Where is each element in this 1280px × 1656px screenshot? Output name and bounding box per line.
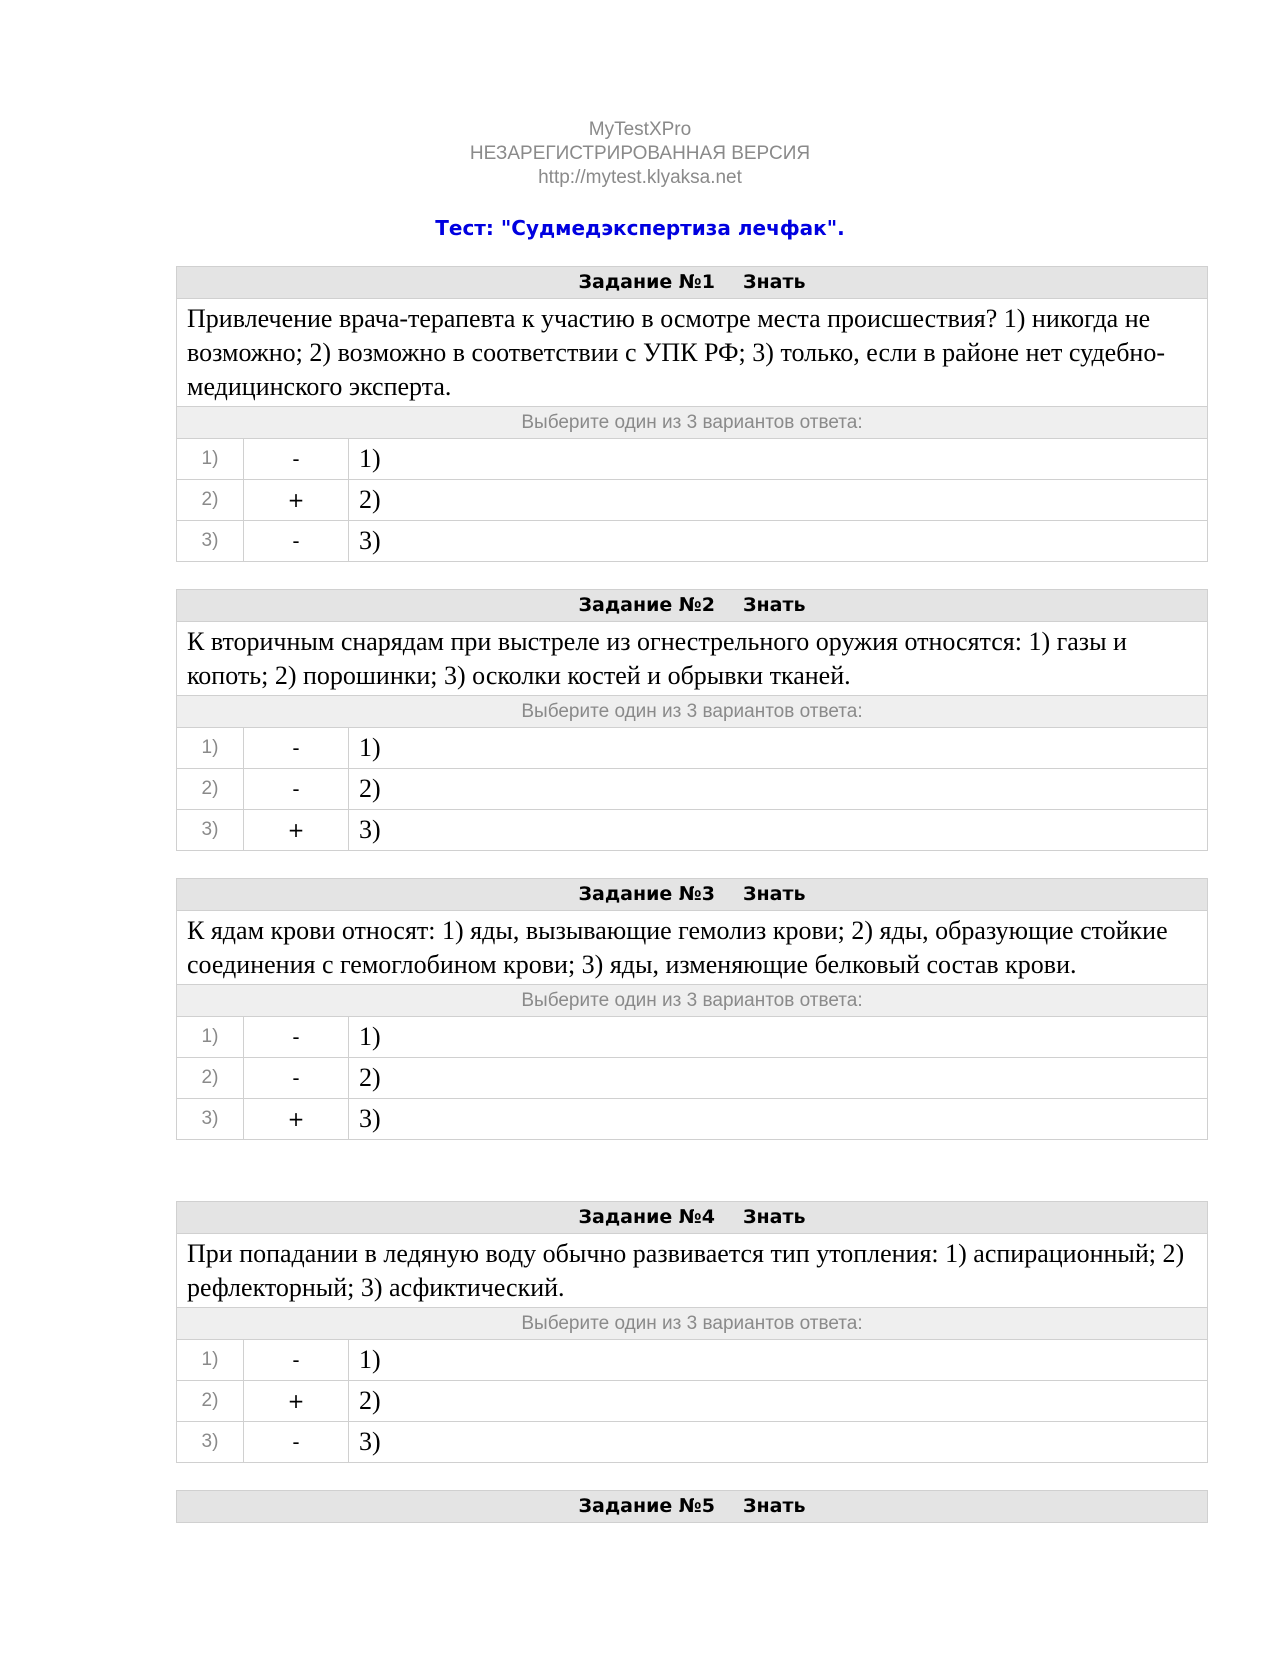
task-header: [177, 1491, 1207, 1522]
option-mark: -: [244, 1017, 349, 1057]
option-text: 1): [359, 1022, 381, 1051]
option-mark: -: [244, 439, 349, 479]
option-text: 3): [359, 1427, 381, 1456]
option-number: 3): [177, 521, 244, 561]
task-header: [177, 267, 1207, 299]
task-level: Знать: [743, 883, 806, 905]
option-number: 1): [177, 1017, 244, 1057]
task-4: [176, 1201, 1208, 1463]
option-text: 2): [359, 485, 381, 514]
question-text: К ядам крови относят: 1) яды, вызывающие гемолиз крови; 2) яды, образующие стойкие соединения с гемоглобином крови; 3) яды, изменяющие белковый состав крови.: [177, 911, 1207, 985]
task-2: [176, 589, 1208, 851]
answer-option: [177, 810, 1207, 850]
option-number: 2): [177, 1058, 244, 1098]
answer-prompt: Выберите один из 3 вариантов ответа:: [177, 1308, 1207, 1340]
answer-prompt: Выберите один из 3 вариантов ответа:: [177, 407, 1207, 439]
answer-option: [177, 1058, 1207, 1099]
option-mark: -: [244, 1422, 349, 1462]
option-mark: -: [244, 521, 349, 561]
option-mark: +: [244, 1381, 349, 1421]
task-header: [177, 590, 1207, 622]
option-mark: -: [244, 769, 349, 809]
option-mark: -: [244, 728, 349, 768]
question-text: Привлечение врача-терапевта к участию в осмотре места происшествия? 1) никогда не возможно; 2) возможно в соответствии с УПК РФ; 3) только, если в районе нет судебно-медицинского эксперта.: [177, 299, 1207, 407]
answer-option: [177, 480, 1207, 521]
option-number: 1): [177, 439, 244, 479]
answer-option: [177, 439, 1207, 480]
answer-option: [177, 1099, 1207, 1139]
option-text: 2): [359, 1386, 381, 1415]
option-text: 1): [359, 1345, 381, 1374]
option-number: 3): [177, 810, 244, 850]
option-mark: +: [244, 1099, 349, 1139]
answer-option: [177, 1381, 1207, 1422]
option-text: 3): [359, 815, 381, 844]
task-3: [176, 878, 1208, 1140]
task-1: [176, 266, 1208, 562]
option-text: 3): [359, 1104, 381, 1133]
option-text: 2): [359, 1063, 381, 1092]
option-mark: -: [244, 1058, 349, 1098]
task-header: [177, 1202, 1207, 1234]
option-number: 2): [177, 1381, 244, 1421]
task-number: Задание №3: [578, 883, 716, 905]
answer-prompt: Выберите один из 3 вариантов ответа:: [177, 985, 1207, 1017]
option-number: 3): [177, 1422, 244, 1462]
answer-option: [177, 769, 1207, 810]
option-number: 2): [177, 769, 244, 809]
option-mark: +: [244, 810, 349, 850]
option-number: 1): [177, 1340, 244, 1380]
answer-prompt: Выберите один из 3 вариантов ответа:: [177, 696, 1207, 728]
app-name: MyTestXPro: [588, 119, 692, 140]
task-number: Задание №1: [578, 271, 716, 293]
task-level: Знать: [743, 1495, 806, 1517]
option-number: 3): [177, 1099, 244, 1139]
option-mark: -: [244, 1340, 349, 1380]
task-number: Задание №4: [578, 1206, 716, 1228]
answer-option: [177, 1017, 1207, 1058]
site-url: http://mytest.klyaksa.net: [538, 167, 742, 188]
task-number: Задание №5: [578, 1495, 716, 1517]
option-number: 1): [177, 728, 244, 768]
option-mark: +: [244, 480, 349, 520]
option-text: 2): [359, 774, 381, 803]
answer-option: [177, 1340, 1207, 1381]
task-level: Знать: [743, 271, 806, 293]
answer-option: [177, 521, 1207, 561]
task-5: [176, 1490, 1208, 1523]
answer-option: [177, 1422, 1207, 1462]
test-title: Тест: "Судмедэкспертиза лечфак".: [435, 216, 845, 240]
option-text: 3): [359, 526, 381, 555]
task-header: [177, 879, 1207, 911]
option-number: 2): [177, 480, 244, 520]
option-text: 1): [359, 444, 381, 473]
task-level: Знать: [743, 594, 806, 616]
option-text: 1): [359, 733, 381, 762]
task-number: Задание №2: [578, 594, 716, 616]
document-header: [0, 118, 1280, 190]
answer-option: [177, 728, 1207, 769]
question-text: При попадании в ледяную воду обычно развивается тип утопления: 1) аспирационный; 2) рефлекторный; 3) асфиктический.: [177, 1234, 1207, 1308]
question-text: К вторичным снарядам при выстреле из огнестрельного оружия относятся: 1) газы и копоть; 2) порошинки; 3) осколки костей и обрывки тканей.: [177, 622, 1207, 696]
version-note: НЕЗАРЕГИСТРИРОВАННАЯ ВЕРСИЯ: [469, 143, 811, 164]
task-level: Знать: [743, 1206, 806, 1228]
